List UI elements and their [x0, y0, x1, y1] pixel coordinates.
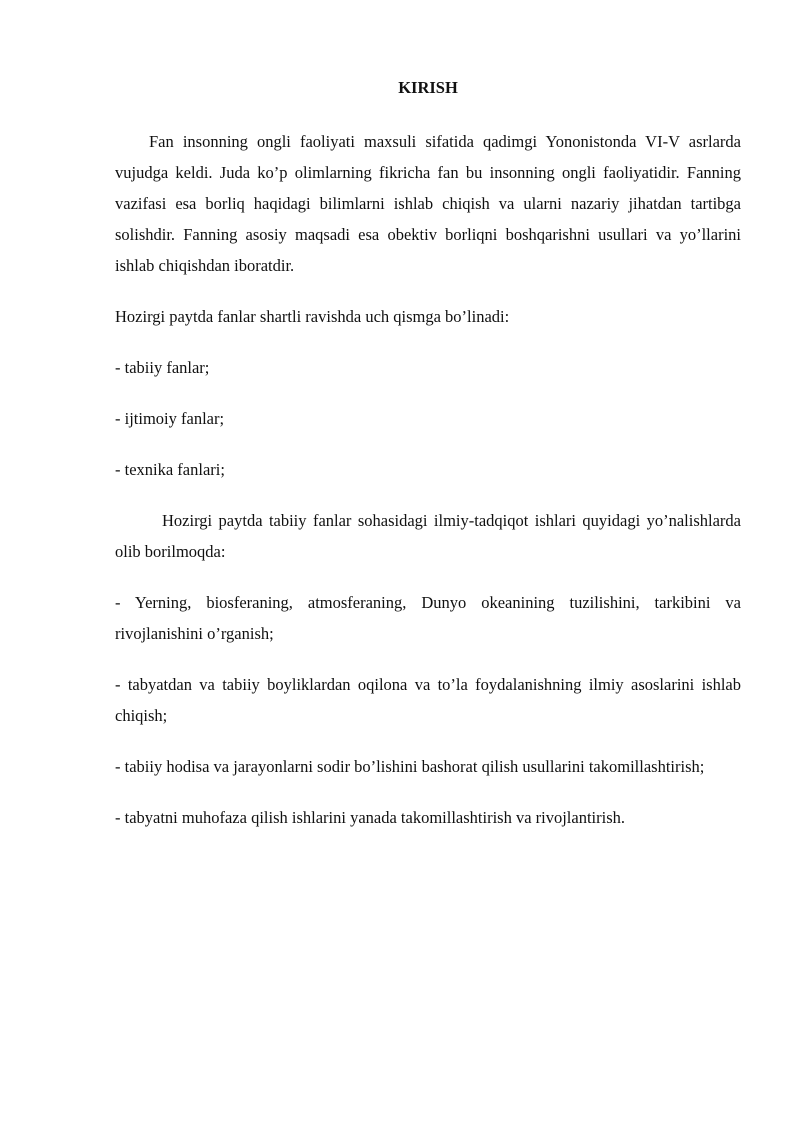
list-item-resource-use: - tabyatdan va tabiiy boyliklardan oqilona va to’la foydalanishning ilmiy asoslarini ishlab chiqish; [115, 675, 741, 725]
list-item-forecasting: - tabiiy hodisa va jarayonlarni sodir bo’lishini bashorat qilish usullarini takomillashtirish; [115, 757, 705, 776]
document-body [115, 72, 741, 853]
list-item-technical-sciences: - texnika fanlari; [115, 460, 225, 479]
list-item-earth-study: - Yerning, biosferaning, atmosferaning, Dunyo okeanining tuzilishini, tarkibini va rivojlanishini o’rganish; [115, 593, 741, 643]
page-title: KIRISH [398, 78, 458, 97]
list-item-social-sciences: - ijtimoiy fanlar; [115, 409, 225, 428]
list-item-nature-protection: - tabyatni muhofaza qilish ishlarini yanada takomillashtirish va rivojlantirish. [115, 808, 626, 827]
paragraph-classification: Hozirgi paytda fanlar shartli ravishda uch qismga bo’linadi: [115, 307, 510, 326]
paragraph-research-directions: Hozirgi paytda tabiiy fanlar sohasidagi ilmiy-tadqiqot ishlari quyidagi yo’nalishlarda olib borilmoqda: [115, 511, 741, 561]
paragraph-intro: Fan insonning ongli faoliyati maxsuli sifatida qadimgi Yononistonda VI-V asrlarda vujudga keldi. Juda ko’p olimlarning fikricha fan bu insonning ongli faoliyatidir. Fanning vazifasi esa borliq haqidagi bilimlarni ishlab chiqish va ularni nazariy jihatdan tartibga solishdir. Fanning asosiy maqsadi esa obektiv borliqni boshqarishni usullari va yo’llarini ishlab chiqishdan iboratdir. [115, 132, 741, 275]
list-item-natural-sciences: - tabiiy fanlar; [115, 358, 210, 377]
